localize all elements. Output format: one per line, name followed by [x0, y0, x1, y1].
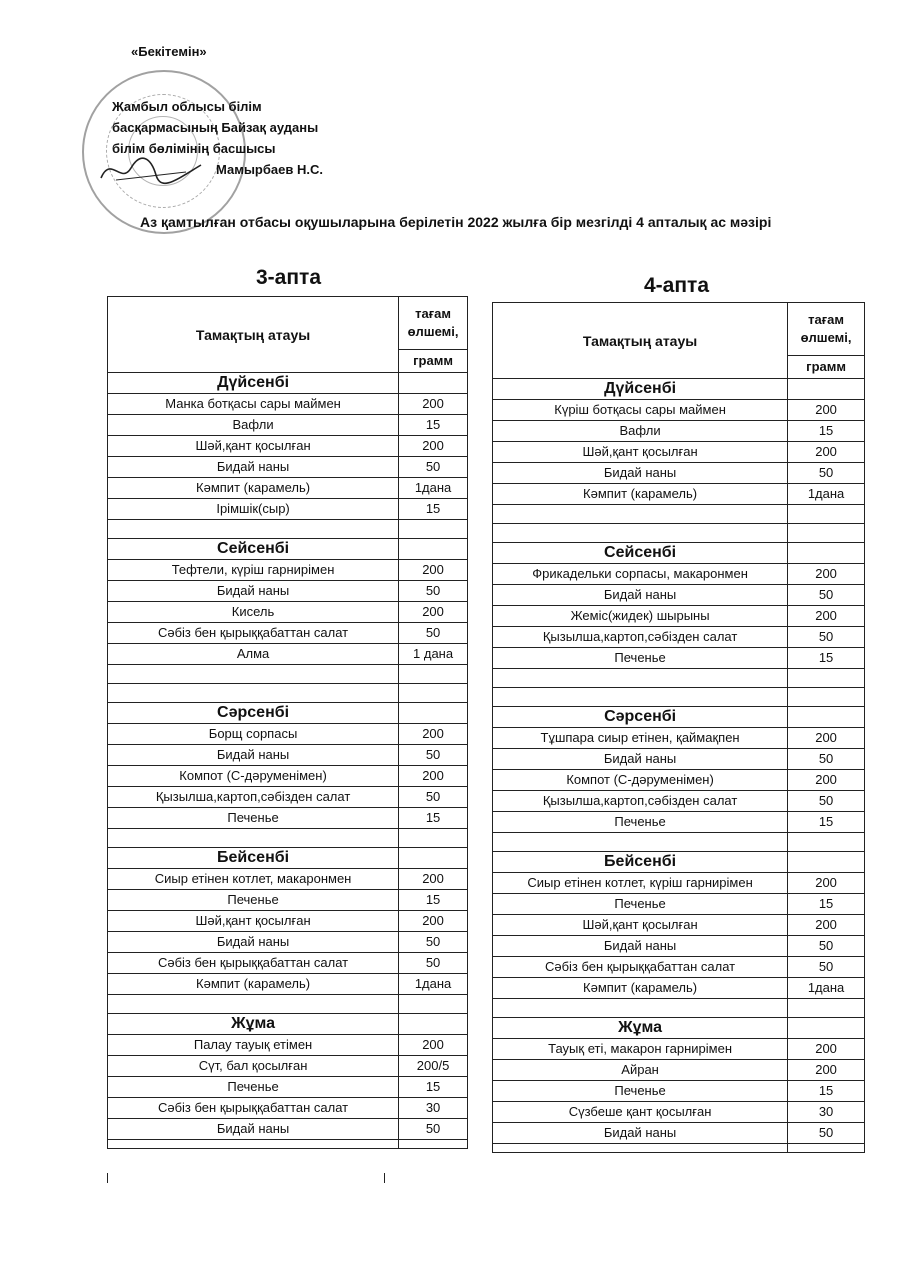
portion-amount: 200/5: [399, 1056, 468, 1077]
portion-amount: 50: [399, 953, 468, 974]
dish-name: Бидай наны: [108, 457, 399, 478]
dish-name: Палау тауық етімен: [108, 1035, 399, 1056]
spacer-row: [108, 684, 468, 703]
empty-cell: [399, 703, 468, 724]
portion-amount: 1дана: [399, 478, 468, 499]
table-row: [108, 974, 468, 995]
empty-cell: [788, 707, 865, 728]
portion-amount: 200: [399, 724, 468, 745]
dish-name: Тұшпара сиыр етінен, қаймақпен: [493, 728, 788, 749]
table-row: [493, 1123, 865, 1144]
column-header-amount: тағам өлшемі,: [788, 303, 865, 356]
day-name: Сәрсенбі: [493, 707, 788, 728]
table-row: [493, 463, 865, 484]
week-3-menu-table: [107, 296, 468, 1149]
day-row: [493, 379, 865, 400]
dish-name: Ірімшік(сыр): [108, 499, 399, 520]
dish-name: Шәй,қант қосылған: [108, 436, 399, 457]
dish-name: Манка ботқасы сары маймен: [108, 394, 399, 415]
column-header-unit: грамм: [788, 356, 865, 379]
empty-cell: [108, 520, 399, 539]
portion-amount: 30: [399, 1098, 468, 1119]
dish-name: Сүзбеше қант қосылған: [493, 1102, 788, 1123]
column-header-name: Тамақтың атауы: [493, 303, 788, 379]
dish-name: Күріш ботқасы сары маймен: [493, 400, 788, 421]
column-header-unit: грамм: [399, 350, 468, 373]
approval-signer: Мамырбаев Н.С.: [216, 162, 323, 177]
day-row: [108, 1014, 468, 1035]
empty-cell: [399, 848, 468, 869]
dish-name: Сүт, бал қосылған: [108, 1056, 399, 1077]
dish-name: Кәмпит (карамель): [108, 974, 399, 995]
dish-name: Тефтели, күріш гарнирімен: [108, 560, 399, 581]
table-row: [108, 644, 468, 665]
portion-amount: 50: [399, 581, 468, 602]
empty-cell: [399, 1140, 468, 1149]
table-row: [108, 869, 468, 890]
empty-cell: [493, 688, 788, 707]
portion-amount: 50: [399, 932, 468, 953]
day-row: [493, 1018, 865, 1039]
day-name: Сейсенбі: [493, 543, 788, 564]
portion-amount: 200: [788, 400, 865, 421]
portion-amount: 50: [788, 463, 865, 484]
table-row: [493, 442, 865, 463]
portion-amount: 200: [788, 915, 865, 936]
day-name: Бейсенбі: [493, 852, 788, 873]
portion-amount: 50: [788, 1123, 865, 1144]
table-row: [108, 766, 468, 787]
table-row: [493, 728, 865, 749]
dish-name: Бидай наны: [493, 585, 788, 606]
portion-amount: 50: [788, 585, 865, 606]
portion-amount: 1 дана: [399, 644, 468, 665]
table-header-row: [493, 303, 865, 356]
table-header-row: [108, 297, 468, 350]
portion-amount: 15: [399, 890, 468, 911]
empty-cell: [788, 505, 865, 524]
table-row: [493, 894, 865, 915]
day-row: [493, 852, 865, 873]
empty-cell: [493, 1144, 788, 1153]
dish-name: Бидай наны: [493, 1123, 788, 1144]
table-row: [493, 749, 865, 770]
table-row: [493, 915, 865, 936]
table-row: [108, 415, 468, 436]
day-name: Бейсенбі: [108, 848, 399, 869]
portion-amount: 200: [399, 766, 468, 787]
dish-name: Сәбіз бен қырыққабаттан салат: [108, 623, 399, 644]
table-row: [108, 953, 468, 974]
portion-amount: 30: [788, 1102, 865, 1123]
column-header-name: Тамақтың атауы: [108, 297, 399, 373]
spacer-row: [108, 1140, 468, 1149]
dish-name: Кәмпит (карамель): [108, 478, 399, 499]
dish-name: Сәбіз бен қырыққабаттан салат: [493, 957, 788, 978]
day-name: Жұма: [493, 1018, 788, 1039]
portion-amount: 200: [399, 602, 468, 623]
dish-name: Печенье: [493, 648, 788, 669]
spacer-row: [108, 520, 468, 539]
dish-name: Қызылша,картоп,сәбізден салат: [108, 787, 399, 808]
portion-amount: 50: [399, 787, 468, 808]
portion-amount: 50: [399, 623, 468, 644]
week-3-title: 3-апта: [256, 266, 321, 289]
empty-cell: [788, 852, 865, 873]
empty-cell: [108, 995, 399, 1014]
week-4-title: 4-апта: [644, 274, 709, 297]
portion-amount: 200: [399, 1035, 468, 1056]
dish-name: Тауық еті, макарон гарнирімен: [493, 1039, 788, 1060]
dish-name: Бидай наны: [108, 745, 399, 766]
table-row: [108, 1056, 468, 1077]
empty-cell: [788, 543, 865, 564]
dish-name: Жеміс(жидек) шырыны: [493, 606, 788, 627]
empty-cell: [788, 669, 865, 688]
portion-amount: 200: [788, 1039, 865, 1060]
dish-name: Печенье: [493, 1081, 788, 1102]
table-row: [493, 564, 865, 585]
table-row: [108, 745, 468, 766]
dish-name: Кәмпит (карамель): [493, 978, 788, 999]
table-row: [108, 1098, 468, 1119]
portion-amount: 50: [788, 957, 865, 978]
portion-amount: 50: [788, 936, 865, 957]
empty-cell: [399, 995, 468, 1014]
empty-cell: [493, 505, 788, 524]
portion-amount: 15: [788, 648, 865, 669]
spacer-row: [493, 1144, 865, 1153]
portion-amount: 1дана: [788, 484, 865, 505]
empty-cell: [108, 829, 399, 848]
spacer-row: [108, 829, 468, 848]
day-name: Сәрсенбі: [108, 703, 399, 724]
portion-amount: 200: [788, 564, 865, 585]
dish-name: Айран: [493, 1060, 788, 1081]
dish-name: Печенье: [108, 1077, 399, 1098]
portion-amount: 200: [399, 394, 468, 415]
table-row: [108, 890, 468, 911]
table-row: [493, 585, 865, 606]
empty-cell: [788, 524, 865, 543]
empty-cell: [493, 999, 788, 1018]
dish-name: Шәй,қант қосылған: [493, 915, 788, 936]
empty-cell: [788, 1144, 865, 1153]
portion-amount: 200: [399, 436, 468, 457]
table-row: [108, 808, 468, 829]
dish-name: Шәй,қант қосылған: [493, 442, 788, 463]
portion-amount: 50: [788, 791, 865, 812]
dish-name: Бидай наны: [108, 1119, 399, 1140]
table-row: [108, 436, 468, 457]
portion-amount: 200: [788, 873, 865, 894]
table-row: [108, 724, 468, 745]
portion-amount: 200: [399, 869, 468, 890]
table-row: [108, 560, 468, 581]
day-row: [493, 543, 865, 564]
table-row: [108, 623, 468, 644]
table-row: [108, 1119, 468, 1140]
dish-name: Сиыр етінен котлет, макаронмен: [108, 869, 399, 890]
day-row: [108, 539, 468, 560]
dish-name: Вафли: [493, 421, 788, 442]
dish-name: Печенье: [108, 808, 399, 829]
empty-cell: [788, 688, 865, 707]
table-row: [108, 911, 468, 932]
table-row: [493, 1060, 865, 1081]
table-row: [493, 627, 865, 648]
portion-amount: 200: [788, 728, 865, 749]
day-name: Сейсенбі: [108, 539, 399, 560]
approval-lines: [112, 96, 323, 180]
empty-cell: [108, 1140, 399, 1149]
table-row: [493, 770, 865, 791]
approval-line: Жамбыл облысы білім: [112, 99, 262, 114]
portion-amount: 200: [399, 560, 468, 581]
approval-stamp-text: «Бекітемін»: [131, 44, 207, 59]
dish-name: Печенье: [108, 890, 399, 911]
dish-name: Бидай наны: [108, 932, 399, 953]
dish-name: Қызылша,картоп,сәбізден салат: [493, 791, 788, 812]
table-row: [108, 499, 468, 520]
empty-cell: [788, 999, 865, 1018]
approval-line: білім бөлімінің басшысы: [112, 141, 276, 156]
spacer-row: [493, 833, 865, 852]
portion-amount: 50: [399, 457, 468, 478]
day-row: [108, 848, 468, 869]
dish-name: Кәмпит (карамель): [493, 484, 788, 505]
dish-name: Шәй,қант қосылған: [108, 911, 399, 932]
empty-cell: [399, 373, 468, 394]
portion-amount: 200: [399, 911, 468, 932]
portion-amount: 1дана: [788, 978, 865, 999]
table-row: [108, 1077, 468, 1098]
portion-amount: 50: [788, 627, 865, 648]
day-name: Жұма: [108, 1014, 399, 1035]
empty-cell: [788, 833, 865, 852]
dish-name: Бидай наны: [493, 463, 788, 484]
day-name: Дүйсенбі: [493, 379, 788, 400]
spacer-row: [108, 665, 468, 684]
portion-amount: 200: [788, 442, 865, 463]
empty-cell: [399, 539, 468, 560]
empty-cell: [108, 665, 399, 684]
table-row: [108, 787, 468, 808]
empty-cell: [399, 1014, 468, 1035]
empty-cell: [493, 524, 788, 543]
empty-cell: [399, 829, 468, 848]
portion-amount: 15: [788, 1081, 865, 1102]
dish-name: Сәбіз бен қырыққабаттан салат: [108, 1098, 399, 1119]
table-row: [108, 581, 468, 602]
column-header-amount: тағам өлшемі,: [399, 297, 468, 350]
table-row: [493, 812, 865, 833]
spacer-row: [493, 669, 865, 688]
dish-name: Печенье: [493, 812, 788, 833]
empty-cell: [493, 669, 788, 688]
dish-name: Қызылша,картоп,сәбізден салат: [493, 627, 788, 648]
spacer-row: [493, 505, 865, 524]
dish-name: Бидай наны: [493, 936, 788, 957]
portion-amount: 15: [399, 808, 468, 829]
table-row: [108, 478, 468, 499]
portion-amount: 15: [399, 415, 468, 436]
dish-name: Печенье: [493, 894, 788, 915]
portion-amount: 1дана: [399, 974, 468, 995]
portion-amount: 15: [788, 421, 865, 442]
table-row: [108, 932, 468, 953]
empty-cell: [788, 1018, 865, 1039]
portion-amount: 50: [399, 745, 468, 766]
empty-cell: [788, 379, 865, 400]
portion-amount: 15: [399, 499, 468, 520]
portion-amount: 50: [399, 1119, 468, 1140]
dish-name: Кисель: [108, 602, 399, 623]
table-row: [493, 606, 865, 627]
dish-name: Бидай наны: [108, 581, 399, 602]
portion-amount: 50: [788, 749, 865, 770]
table-row: [493, 421, 865, 442]
week-4-menu-table: [492, 302, 865, 1153]
approval-line: басқармасының Байзақ ауданы: [112, 120, 319, 135]
dish-name: Компот (С-дәруменімен): [493, 770, 788, 791]
dish-name: Алма: [108, 644, 399, 665]
spacer-row: [493, 999, 865, 1018]
portion-amount: 15: [399, 1077, 468, 1098]
portion-amount: 200: [788, 1060, 865, 1081]
dish-name: Вафли: [108, 415, 399, 436]
empty-cell: [399, 520, 468, 539]
empty-cell: [399, 665, 468, 684]
table-row: [108, 394, 468, 415]
portion-amount: 15: [788, 812, 865, 833]
day-row: [493, 707, 865, 728]
table-row: [493, 400, 865, 421]
spacer-row: [493, 524, 865, 543]
table-row: [108, 602, 468, 623]
dish-name: Компот (С-дәруменімен): [108, 766, 399, 787]
dish-name: Сәбіз бен қырыққабаттан салат: [108, 953, 399, 974]
portion-amount: 200: [788, 606, 865, 627]
day-name: Дүйсенбі: [108, 373, 399, 394]
document-heading: Аз қамтылған отбасы оқушыларына берілетін 2022 жылға бір мезгілді 4 апталық ас мәзірі: [140, 214, 772, 230]
table-row: [493, 1081, 865, 1102]
table-row: [493, 1102, 865, 1123]
dish-name: Фрикадельки сорпасы, макаронмен: [493, 564, 788, 585]
empty-cell: [108, 684, 399, 703]
table-row: [493, 978, 865, 999]
portion-amount: 200: [788, 770, 865, 791]
dish-name: Сиыр етінен котлет, күріш гарнирімен: [493, 873, 788, 894]
table-row: [493, 957, 865, 978]
table-row: [493, 791, 865, 812]
table-row: [493, 484, 865, 505]
table-row: [493, 1039, 865, 1060]
portion-amount: 15: [788, 894, 865, 915]
day-row: [108, 373, 468, 394]
table-row: [493, 648, 865, 669]
table-row: [108, 1035, 468, 1056]
empty-cell: [493, 833, 788, 852]
dish-name: Бидай наны: [493, 749, 788, 770]
dish-name: Борщ сорпасы: [108, 724, 399, 745]
spacer-row: [493, 688, 865, 707]
table-row: [493, 873, 865, 894]
empty-cell: [399, 684, 468, 703]
table-row: [108, 457, 468, 478]
table-row: [493, 936, 865, 957]
spacer-row: [108, 995, 468, 1014]
day-row: [108, 703, 468, 724]
